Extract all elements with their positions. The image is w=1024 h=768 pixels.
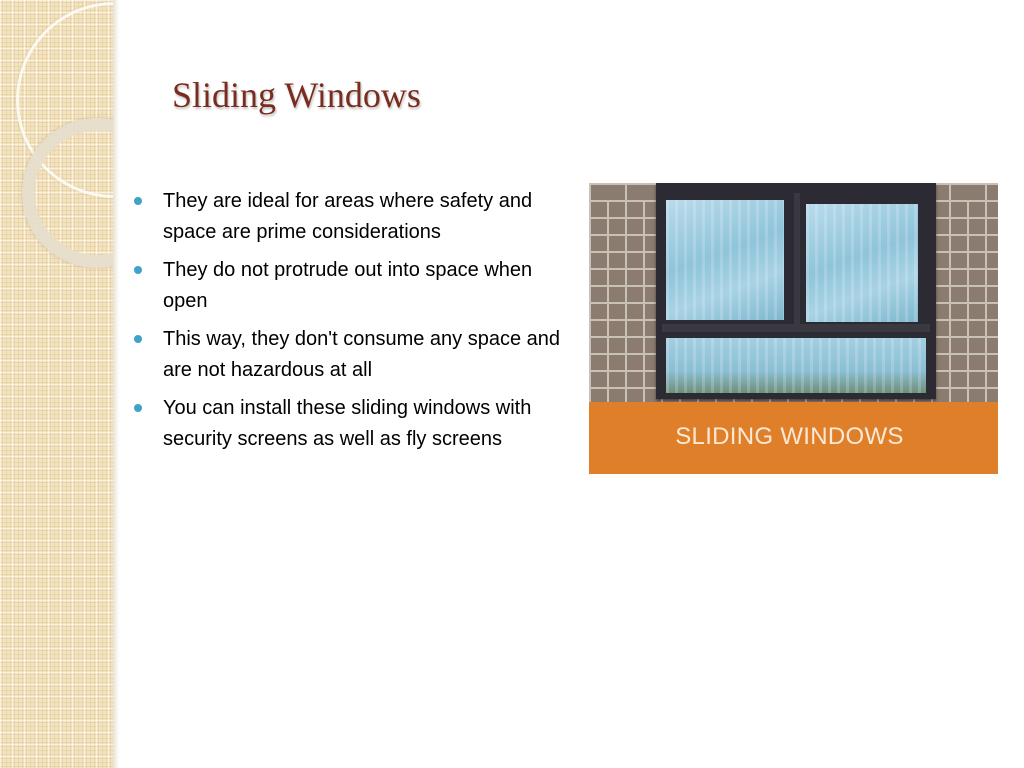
window-frame <box>656 183 936 399</box>
bullet-item <box>132 393 582 454</box>
bullet-dot-icon <box>134 197 142 205</box>
bullet-dot-icon <box>134 404 142 412</box>
decorative-side-band <box>0 0 113 768</box>
side-band-shadow <box>113 0 119 768</box>
bullet-item <box>132 186 582 247</box>
banner-text: SLIDING WINDOWS <box>675 423 904 450</box>
window-pane-bottom <box>666 338 926 393</box>
sliding-window-photo <box>589 183 998 474</box>
bullet-text: This way, they don't consume any space and are not hazardous at all <box>163 328 561 381</box>
window-pane-left <box>666 200 784 320</box>
window-pane-right <box>806 204 918 322</box>
bullet-list <box>132 186 582 462</box>
bullet-item <box>132 324 582 385</box>
bullet-item <box>132 255 582 316</box>
slide-title: Sliding Windows <box>172 75 421 115</box>
image-banner <box>589 402 998 474</box>
bullet-text: You can install these sliding windows with security screens as well as fly screens <box>163 397 532 450</box>
bullet-text: They do not protrude out into space when open <box>163 259 533 312</box>
bullet-dot-icon <box>134 335 142 343</box>
bullet-text: They are ideal for areas where safety and space are prime considerations <box>163 190 533 243</box>
window-mullion <box>794 193 800 329</box>
bullet-dot-icon <box>134 266 142 274</box>
window-transom <box>662 324 930 332</box>
